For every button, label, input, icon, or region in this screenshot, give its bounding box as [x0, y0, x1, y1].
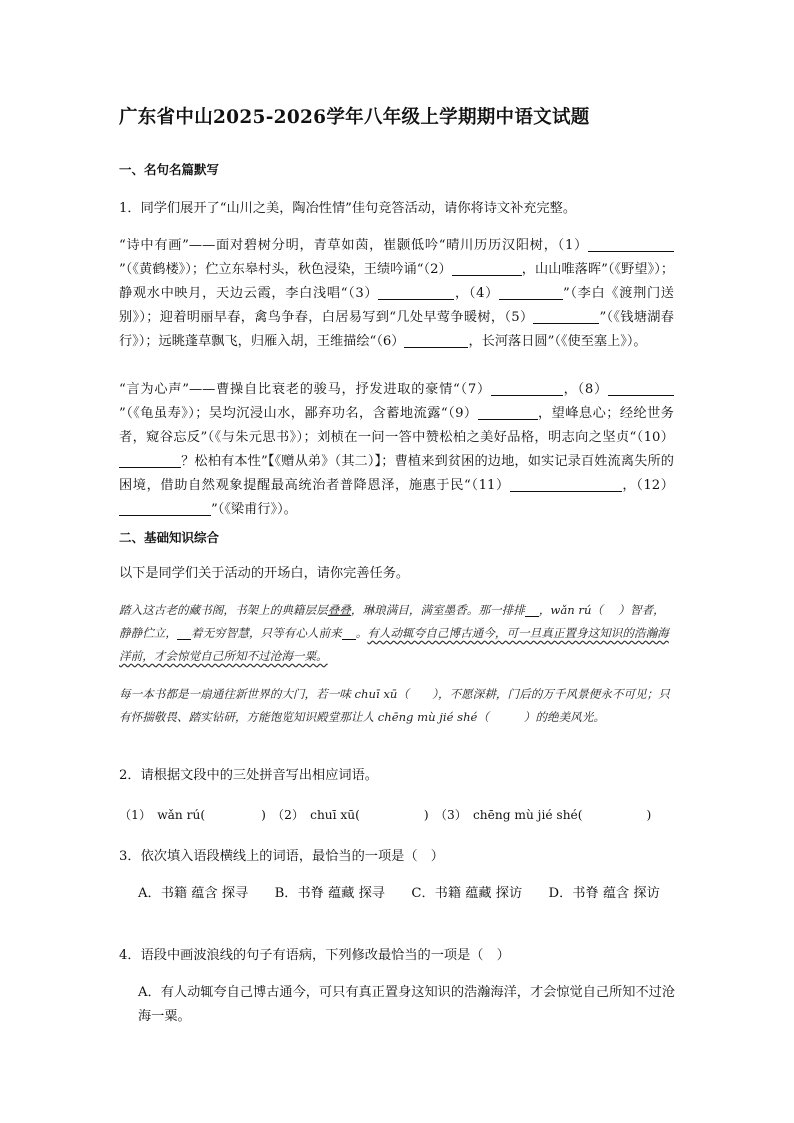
- section-heading-2: 二、基础知识综合: [119, 530, 220, 545]
- answer-blank-3[interactable]: [378, 284, 454, 300]
- passage-blank-1[interactable]: [525, 604, 539, 617]
- question-2-answer-row: [119, 806, 674, 823]
- question-4-option-a[interactable]: A．有人动辄夸自己博古通今，可只有真正置身这知识的浩瀚海洋，才会惊觉自己所知不过沧海一粟。: [138, 985, 676, 1024]
- activity-intro: 以下是同学们关于活动的开场白，请你完善任务。: [119, 566, 410, 581]
- answer-blank-4[interactable]: [499, 284, 563, 300]
- q1-p1-text-g: ，长河落日圆”（《使至塞上》）。: [468, 334, 647, 349]
- q1-p2-text-e: ？松柏有本性”【《赠从弟》（其二）】；曹植来到贫困的边地，如实记录百姓流离失所的困境，借助自然观象提醒最高统治者普降恩泽，施惠于民“（11）: [119, 454, 674, 493]
- q1-p1-text-c: ，山山唯落晖”（《野望》）；静观水中映月，天边云霞，李白浅唱“（3）: [119, 262, 675, 301]
- q1-p1-text-f: ”（《钱塘湖春行》）；远眺蓬草飘飞，归雁入胡，王维描绘“（6）: [119, 310, 674, 349]
- question-3-options[interactable]: A．书籍 蕴含 探寻 B．书脊 蕴藏 探寻 C．书籍 蕴藏 探访 D．书脊 蕴含 探访: [138, 886, 660, 901]
- passage-blank-3[interactable]: [342, 627, 356, 640]
- q1-p2-text-f: ，（12）: [621, 478, 674, 493]
- pinyin-item-2-label: ) （2） chuī xū(: [261, 808, 360, 822]
- passage-paragraph-1: [119, 599, 674, 668]
- q1-p2-text-g: ”（《梁甫行》）。: [211, 502, 297, 517]
- q1-p1-text-b: ”（《黄鹤楼》）；伫立东皋村头，秋色浸染，王绩吟诵“（2）: [119, 262, 452, 277]
- q1-p2-text-d: ，望峰息心；经纶世务者，窥谷忘反”（《与朱元思书》）；刘桢在一问一答中赞松柏之美好品格，明志向之坚贞“（10）: [119, 406, 674, 445]
- q1-p2-text-b: ，（8）: [562, 382, 608, 397]
- section-heading-1: 一、名句名篇默写: [119, 162, 220, 177]
- answer-blank-2[interactable]: [452, 260, 522, 276]
- question-2-stem: 2．请根据文段中的三处拼音写出相应词语。: [119, 768, 378, 783]
- passage-text-e: 。: [355, 626, 368, 640]
- answer-blank-7[interactable]: [491, 380, 563, 396]
- question-4-stem: 4．语段中画波浪线的句子有语病，下列修改最恰当的一项是（ ）: [119, 948, 510, 963]
- passage-text-b: ，琳琅满目，满室墨香。那一排排: [350, 603, 525, 617]
- answer-blank-12[interactable]: [119, 500, 211, 516]
- answer-blank-5[interactable]: [533, 308, 599, 324]
- q1-p1-text-e: ”（李白《渡荆门送别》）；迎着明丽早春，禽鸟争春，白居易写到“几处早莺争暖树，（5）: [119, 286, 674, 325]
- passage-text-c: ，wǎn rú（ ）智者，静静伫立，: [119, 603, 665, 640]
- question-1-paragraph-2: [119, 378, 674, 522]
- pinyin-item-1-label: （1） wǎn rú(: [119, 808, 206, 822]
- answer-blank-11[interactable]: [510, 476, 622, 492]
- q1-p2-text-c: ”（《龟虽寿》）；吴均沉浸山水，鄙弃功名，含蓄地流露“（9）: [119, 406, 478, 421]
- q1-p1-text-d: ，（4）: [454, 286, 499, 301]
- q1-p2-text-a: “言为心声”——曹操自比衰老的骏马，抒发进取的豪情“（7）: [119, 382, 491, 397]
- q1-p1-text-a: “诗中有画”——面对碧树分明，青草如茵，崔颢低吟“晴川历历汉阳树，（1）: [119, 238, 588, 253]
- page-title: 广东省中山2025-2026学年八年级上学期期中语文试题: [119, 107, 590, 128]
- passage-text-a: 踏入这古老的藏书阁，书架上的典籍层层: [119, 603, 328, 617]
- marked-word: 叠叠: [327, 603, 351, 617]
- question-1-paragraph-1: [119, 234, 674, 354]
- answer-blank-6[interactable]: [404, 332, 468, 348]
- passage-paragraph-2: 每一本书都是一扇通往新世界的大门，若一味 chuī xū（ ），不愿深耕，门后的万千风景便永不可见；只有怀揣敬畏、踏实钻研，方能饱览知识殿堂那让人 chēng mù jié shé（ ）的绝美风光。: [119, 687, 670, 724]
- answer-blank-9[interactable]: [478, 404, 538, 420]
- answer-blank-1[interactable]: [588, 236, 674, 252]
- question-1-stem: 1．同学们展开了“山川之美，陶冶性情”佳句竞答活动，请你将诗文补充完整。: [119, 201, 577, 216]
- question-3-stem: 3．依次填入语段横线上的词语，最恰当的一项是（ ）: [119, 849, 444, 864]
- pinyin-item-3-label: ) （3） chēng mù jié shé(: [423, 808, 583, 822]
- answer-blank-8[interactable]: [608, 380, 674, 396]
- answer-blank-10[interactable]: [119, 452, 181, 468]
- pinyin-item-end: ): [646, 808, 652, 822]
- passage-text-d: 着无穷智慧，只等有心人前来: [190, 626, 342, 640]
- passage-blank-2[interactable]: [177, 627, 191, 640]
- wavy-underlined-sentence: 有人动辄夸自己博古通今，可一旦真正置身这知识的浩瀚海洋前，才会惊觉自己所知不过沧海一粟。: [119, 626, 669, 663]
